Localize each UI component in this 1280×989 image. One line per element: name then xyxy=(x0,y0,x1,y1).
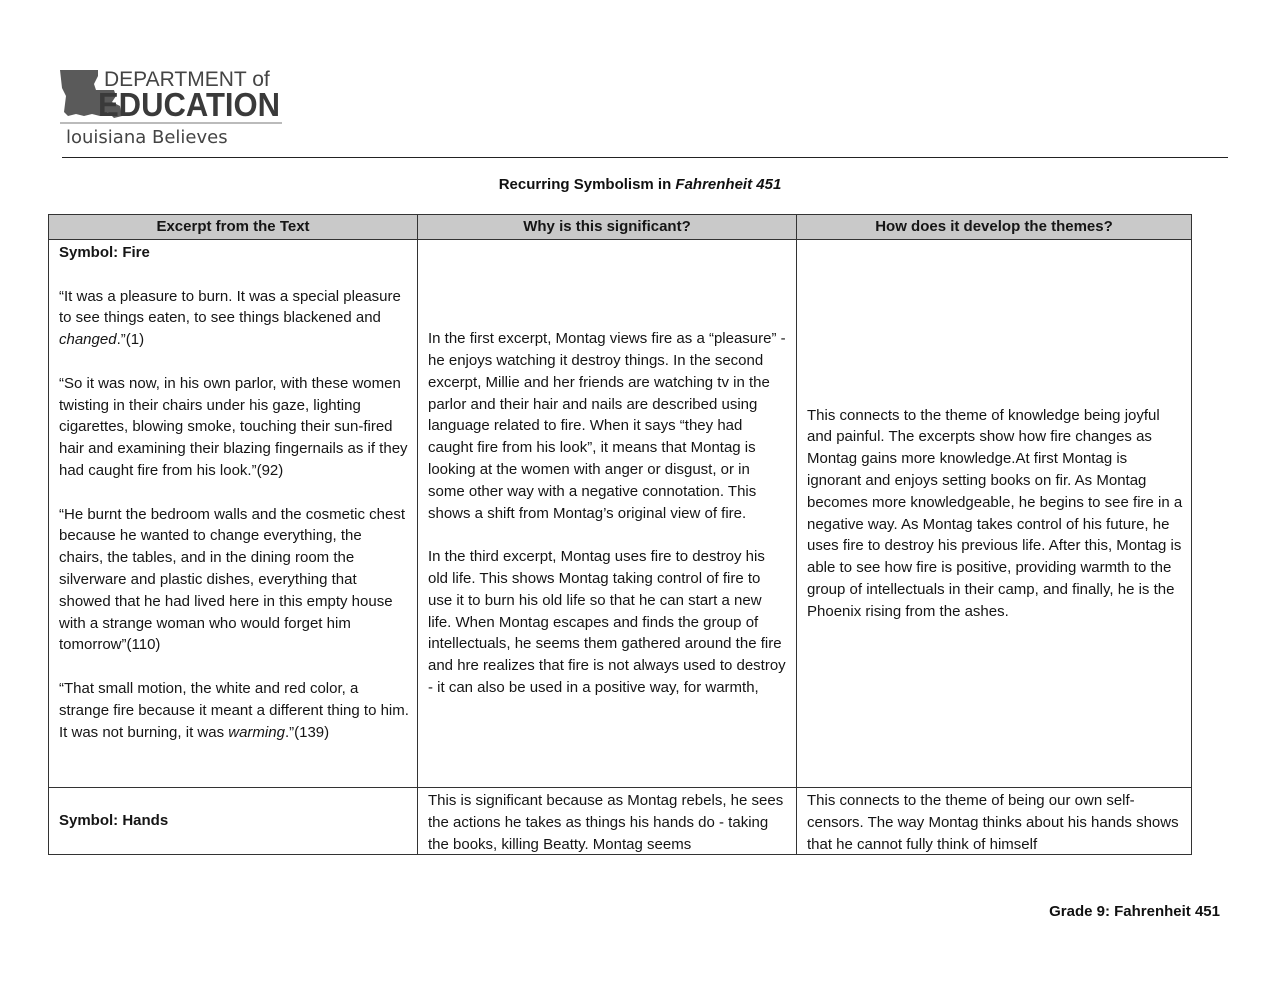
table-row xyxy=(49,240,1192,788)
header-excerpt: Excerpt from the Text xyxy=(49,215,418,240)
excerpt-quote: “It was a pleasure to burn. It was a special pleasure to see things eaten, to see things blackened and changed.”(1) xyxy=(59,287,401,349)
louisiana-department-of-education-logo xyxy=(58,66,286,150)
symbol-label: Symbol: Hands xyxy=(59,812,169,830)
excerpt-quote: “He burnt the bedroom walls and the cosmetic chest because he wanted to change everything, the chairs, the tables, and in the dining room the silverware and plastic dishes, everything that showed that he had lived here in this empty house with a strange woman who would forget him tomorrow”(110) xyxy=(59,505,406,654)
significance-cell xyxy=(418,788,797,855)
excerpt-cell xyxy=(49,240,418,788)
header-divider xyxy=(62,157,1228,158)
table-row xyxy=(49,788,1192,855)
excerpt-cell xyxy=(49,788,418,855)
footer-grade-label: Grade 9: Fahrenheit 451 xyxy=(1049,903,1220,920)
logo-tagline: louisiana Believes xyxy=(66,127,228,148)
symbolism-table xyxy=(48,214,1192,855)
themes-cell xyxy=(797,788,1192,855)
significance-cell xyxy=(418,240,797,788)
symbol-label: Symbol: Fire xyxy=(59,244,150,261)
excerpt-quote: “That small motion, the white and red color, a strange fire because it meant a different thing to him. It was not burning, it was warming.”(139) xyxy=(59,679,409,741)
themes-paragraph: This connects to the theme of being our own self-censors. The way Montag thinks about his hands shows that he cannot fully think of himself xyxy=(807,792,1179,852)
table-header-row xyxy=(49,215,1192,240)
louisiana-logo-graphic xyxy=(58,66,286,150)
significance-paragraph: This is significant because as Montag rebels, he sees the actions he takes as things his hands do - taking the books, killing Beatty. Montag seems xyxy=(428,792,784,852)
header-themes: How does it develop the themes? xyxy=(797,215,1192,240)
logo-line1: DEPARTMENT of xyxy=(104,68,270,91)
title-book-name: Fahrenheit 451 xyxy=(675,176,782,193)
significance-paragraph: In the first excerpt, Montag views fire as a “pleasure” - he enjoys watching it destroy things. In the second excerpt, Millie and her friends are watching tv in the parlor and their hair and nails are described using language related to fire. When it says “they had caught fire from his look”, it means that Montag is looking at the women with anger or disgust, or in some other way with a negative connotation. This shows a shift from Montag’s original view of fire. xyxy=(428,330,786,522)
themes-paragraph: This connects to the theme of knowledge being joyful and painful. The excerpts show how fire changes as Montag gains more knowledge.At first Montag is ignorant and enjoys setting books on fir. As Montag becomes more knowledgeable, he begins to see fire in a negative way. As Montag takes control of his future, he uses fire to destroy his previous life. After this, Montag is able to see how fire is positive, providing warmth to the group of intellectuals in their camp, and finally, he is the Phoenix rising from the ashes. xyxy=(807,406,1183,620)
document-title: Recurring Symbolism in Fahrenheit 451 xyxy=(498,176,782,193)
excerpt-quote: “So it was now, in his own parlor, with these women twisting in their chairs under his gaze, lighting cigarettes, blowing smoke, touching their sun-fired hair and examining their blazing fingernails as if they had caught fire from his look.”(92) xyxy=(59,374,408,479)
logo-line2: EDUCATION xyxy=(98,86,280,123)
header-significance: Why is this significant? xyxy=(418,215,797,240)
themes-cell xyxy=(797,240,1192,788)
significance-paragraph: In the third excerpt, Montag uses fire to destroy his old life. This shows Montag taking control of fire to use it to burn his old life so that he can start a new life. When Montag escapes and finds the group of intellectuals, he seems them gathered around the fire and hre realizes that fire is not always used to destroy - it can also be used in a positive way, for warmth, xyxy=(428,548,786,696)
